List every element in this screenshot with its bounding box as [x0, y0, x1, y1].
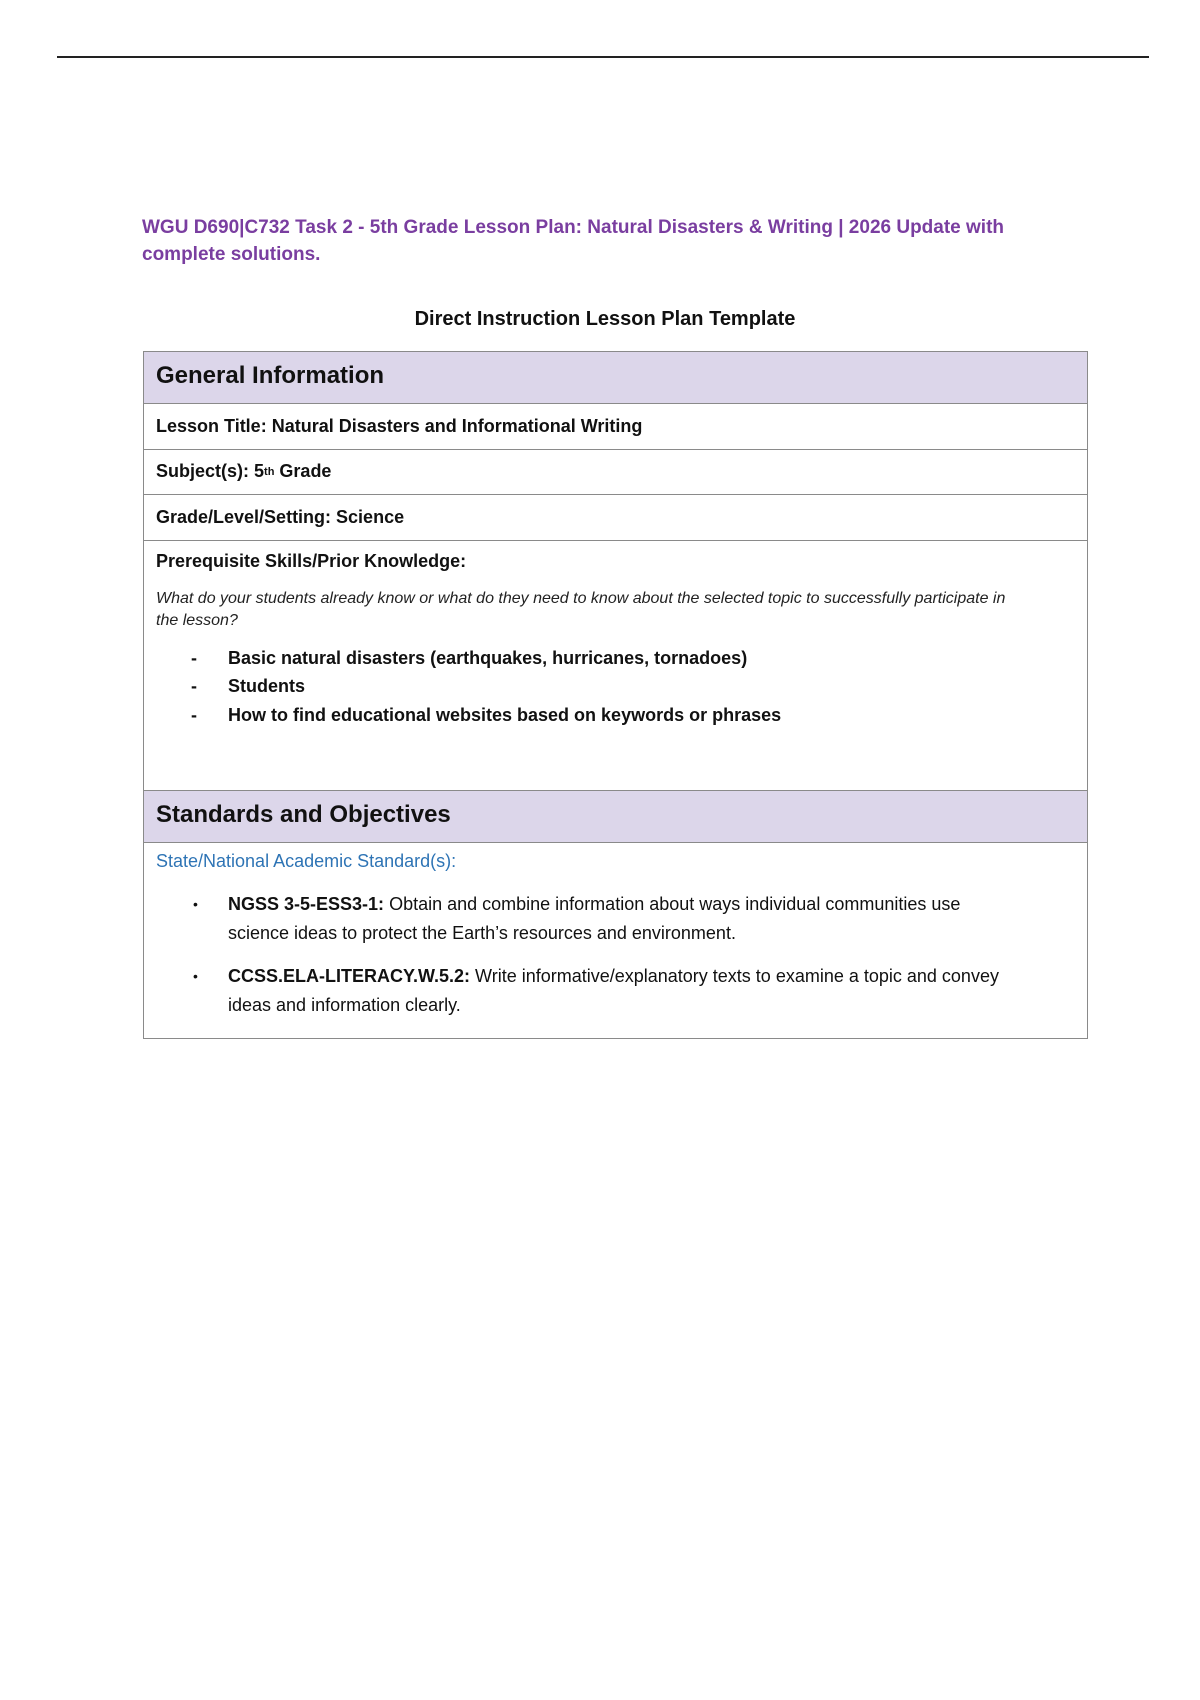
- list-item: - How to find educational websites based on keywords or phrases: [156, 701, 1075, 730]
- prerequisite-skills-cell: [144, 541, 1087, 791]
- lesson-title-text: Lesson Title: Natural Disasters and Informational Writing: [156, 415, 643, 436]
- list-item: [156, 962, 1018, 1020]
- list-item: - Basic natural disasters (earthquakes, hurricanes, tornadoes): [156, 644, 1075, 673]
- prerequisite-guiding-question: What do your students already know or what do they need to know about the selected topic to successfully participate in the lesson?: [156, 589, 1006, 629]
- standard-text: Obtain and combine information about ways individual communities use science ideas to protect the Earth’s resources and environment.: [228, 893, 961, 943]
- subjects-suffix: Grade: [274, 461, 332, 482]
- standard-text: Write informative/explanatory texts to examine a topic and convey ideas and information clearly.: [228, 965, 999, 1015]
- standard-code: CCSS.ELA-LITERACY.W.5.2:: [228, 965, 471, 986]
- dash-marker: -: [191, 647, 197, 668]
- subjects-row: Subject(s): 5 th Grade: [144, 450, 1087, 496]
- list-item: - Students: [156, 672, 1075, 701]
- standard-code: NGSS 3-5-ESS3-1:: [228, 893, 385, 914]
- subjects-prefix: Subject(s): 5: [156, 461, 265, 482]
- grade-level-setting-text: Grade/Level/Setting: Science: [156, 506, 405, 527]
- dash-marker: -: [191, 704, 197, 725]
- document-heading: WGU D690|C732 Task 2 - 5th Grade Lesson Plan: Natural Disasters & Writing | 2026 Update with complete solutions.: [142, 217, 1005, 265]
- template-title: Direct Instruction Lesson Plan Template: [414, 308, 796, 330]
- list-item: [156, 890, 1018, 948]
- lesson-plan-table: [143, 351, 1088, 1039]
- grade-level-setting-row: [144, 495, 1087, 541]
- top-horizontal-rule: [57, 56, 1149, 58]
- bullet-marker: •: [193, 895, 198, 912]
- dash-marker: -: [191, 676, 197, 696]
- standards-label: State/National Academic Standard(s):: [156, 850, 457, 871]
- standards-objectives-header: Standards and Objectives: [144, 791, 1087, 843]
- prerequisite-skills-label: Prerequisite Skills/Prior Knowledge:: [156, 550, 467, 571]
- standards-list: [156, 890, 1075, 1020]
- bullet-marker: •: [193, 967, 198, 984]
- prerequisite-list: [156, 644, 1075, 730]
- general-information-header: General Information: [144, 352, 1087, 404]
- standards-cell: [144, 843, 1087, 1038]
- lesson-title-row: [144, 404, 1087, 450]
